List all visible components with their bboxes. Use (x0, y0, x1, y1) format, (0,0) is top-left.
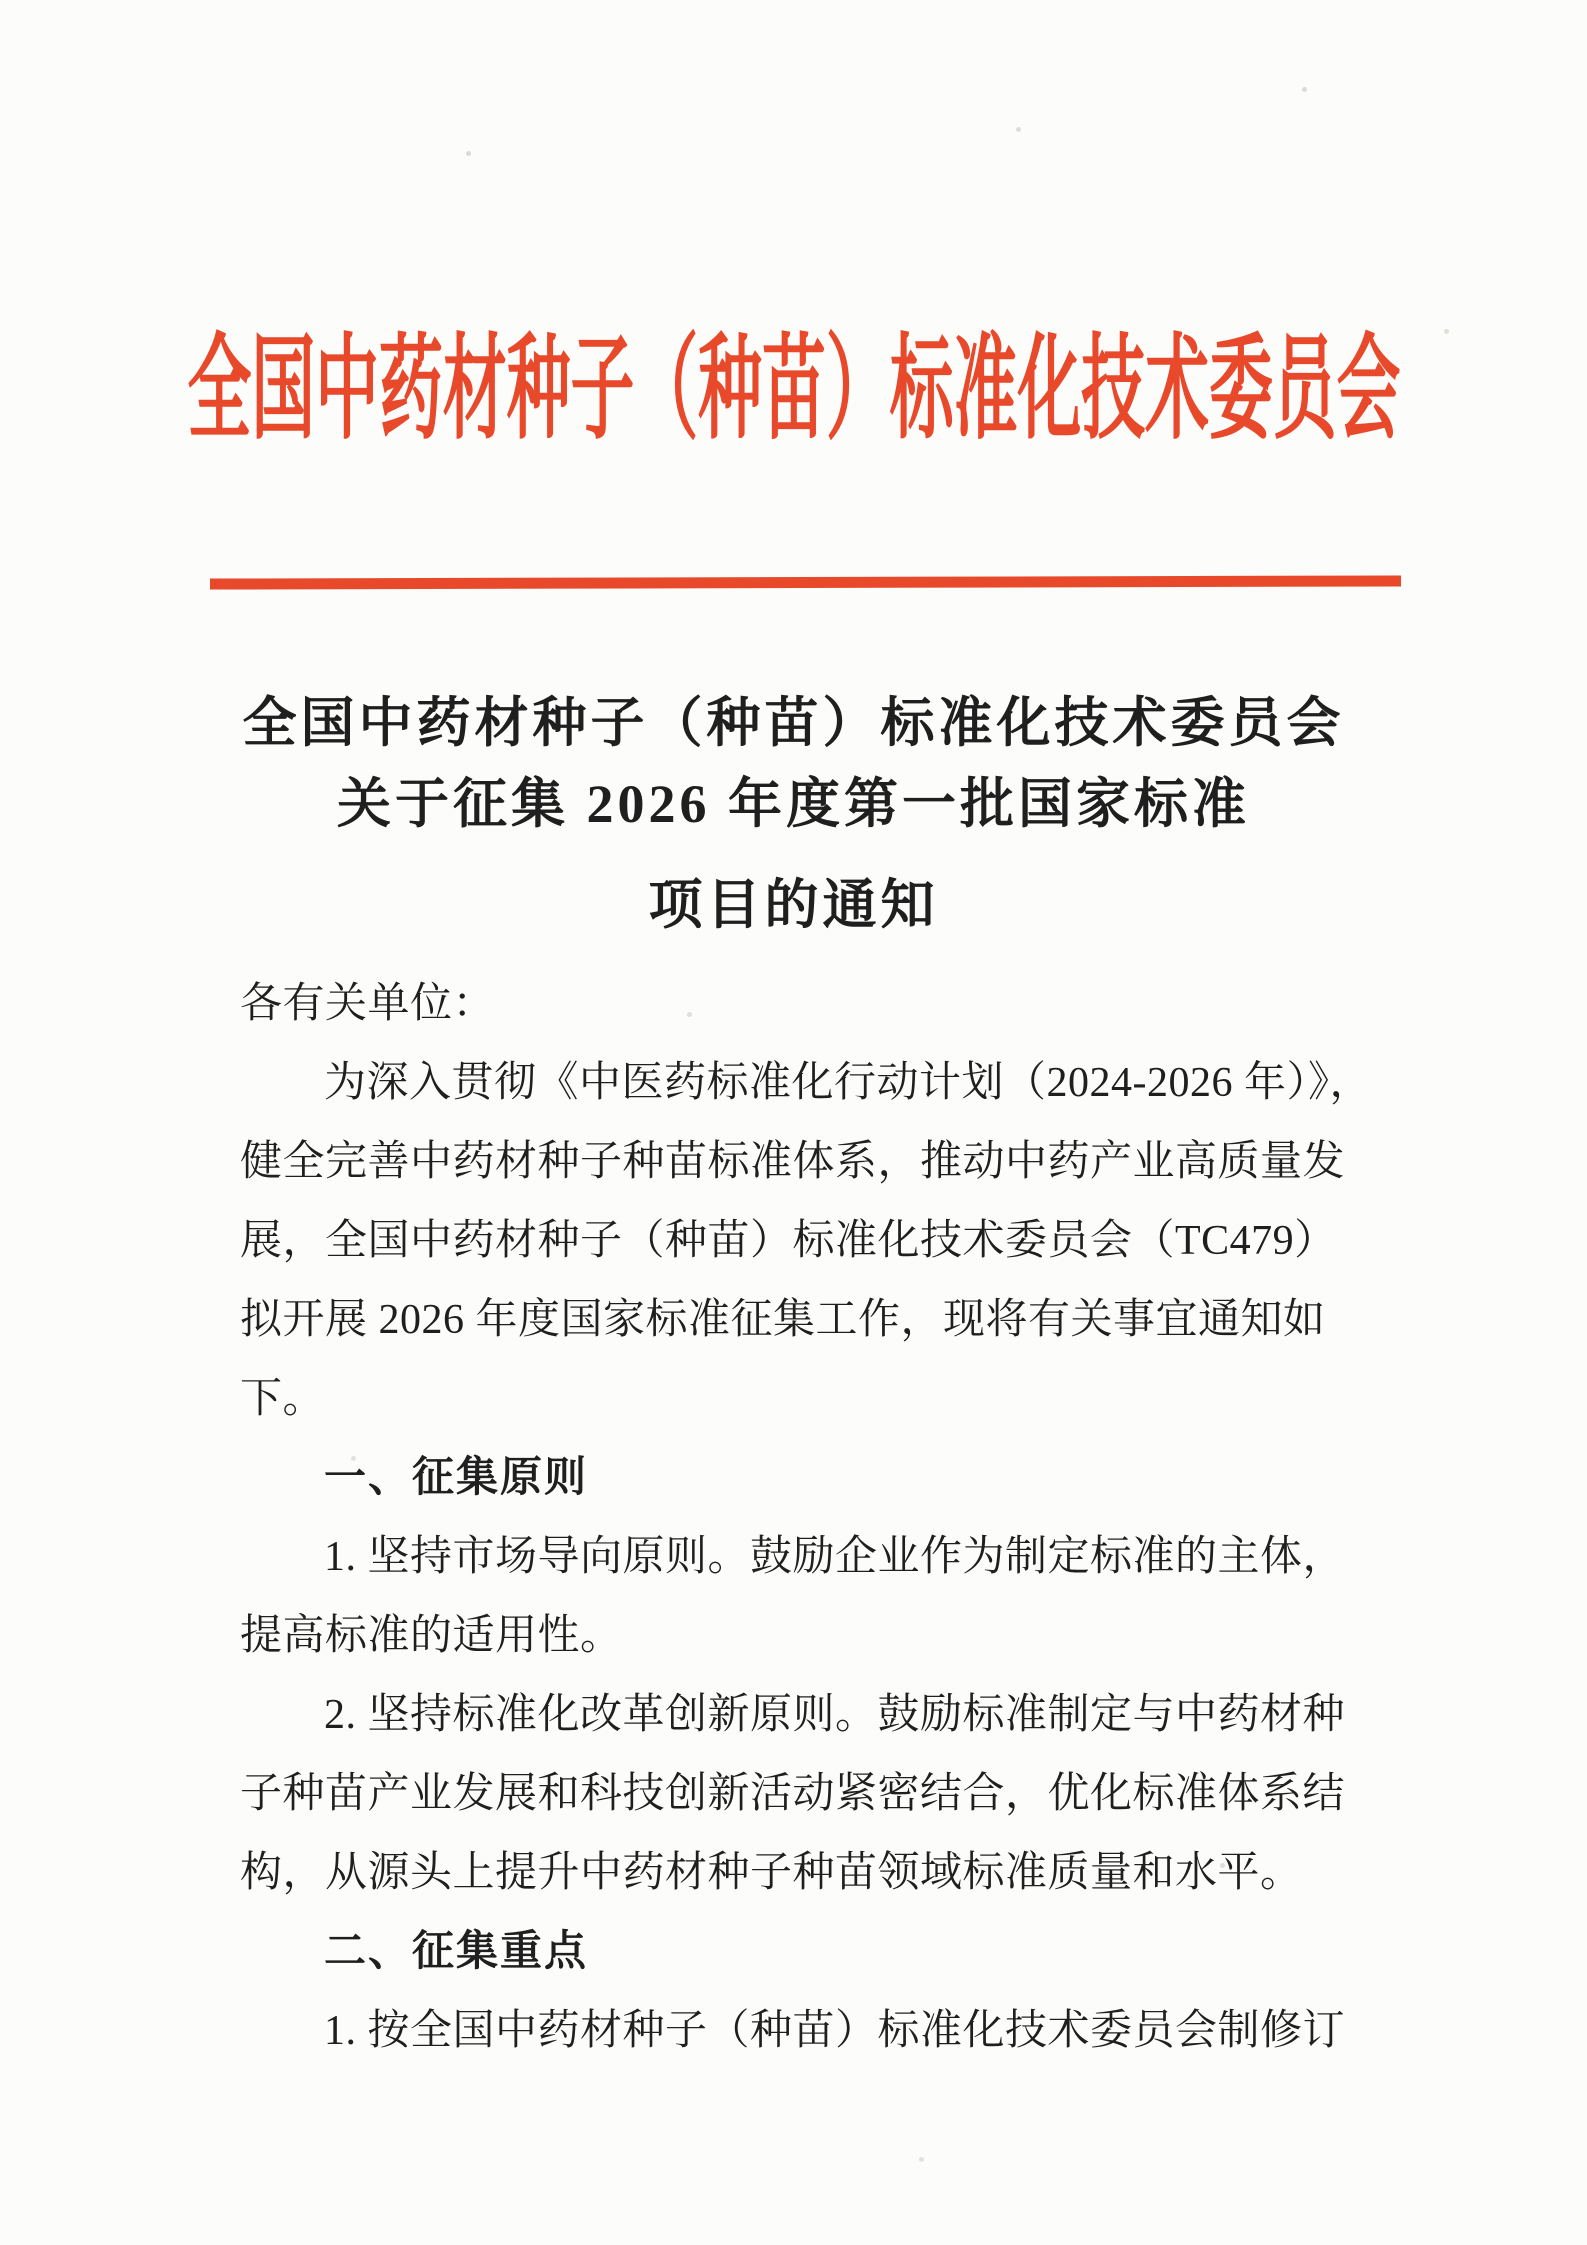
body-line: 为深入贯彻《中医药标准化行动计划（2024-2026 年）》， (324, 1060, 1372, 1106)
section-heading-collection-principles: 一、征集原则 (324, 1455, 589, 1501)
body-line: 1. 按全国中药材种子（种苗）标准化技术委员会制修订 (324, 2008, 1346, 2054)
letterhead-org-name: 全国中药材种子（种苗）标准化技术委员会 (187, 326, 1400, 453)
red-separator-line (210, 575, 1401, 589)
body-line: 1. 坚持市场导向原则。鼓励企业作为制定标准的主体， (324, 1534, 1346, 1580)
body-line: 下。 (240, 1376, 326, 1422)
section-heading-collection-priorities: 二、征集重点 (324, 1929, 589, 1975)
notice-title-line-3: 项目的通知 (648, 875, 939, 935)
body-line: 提高标准的适用性。 (240, 1613, 623, 1659)
notice-body (240, 965, 1372, 2071)
notice-title-line-2: 关于征集 2026 年度第一批国家标准 (337, 774, 1250, 834)
body-line: 展，全国中药材种子（种苗）标准化技术委员会（TC479） (240, 1218, 1337, 1264)
notice-title (0, 683, 1587, 946)
body-line: 健全完善中药材种子种苗标准体系，推动中药产业高质量发 (240, 1139, 1346, 1185)
body-line: 拟开展 2026 年度国家标准征集工作，现将有关事宜通知如 (240, 1297, 1326, 1343)
notice-title-line-1: 全国中药材种子（种苗）标准化技术委员会 (242, 693, 1345, 753)
salutation: 各有关单位： (240, 981, 496, 1027)
body-line: 子种苗产业发展和科技创新活动紧密结合，优化标准体系结 (240, 1771, 1346, 1817)
letterhead (0, 318, 1587, 453)
scan-speckles (0, 0, 3, 3)
body-line: 构，从源头上提升中药材种子种苗领域标准质量和水平。 (240, 1850, 1303, 1896)
body-line: 2. 坚持标准化改革创新原则。鼓励标准制定与中药材种 (324, 1692, 1346, 1738)
